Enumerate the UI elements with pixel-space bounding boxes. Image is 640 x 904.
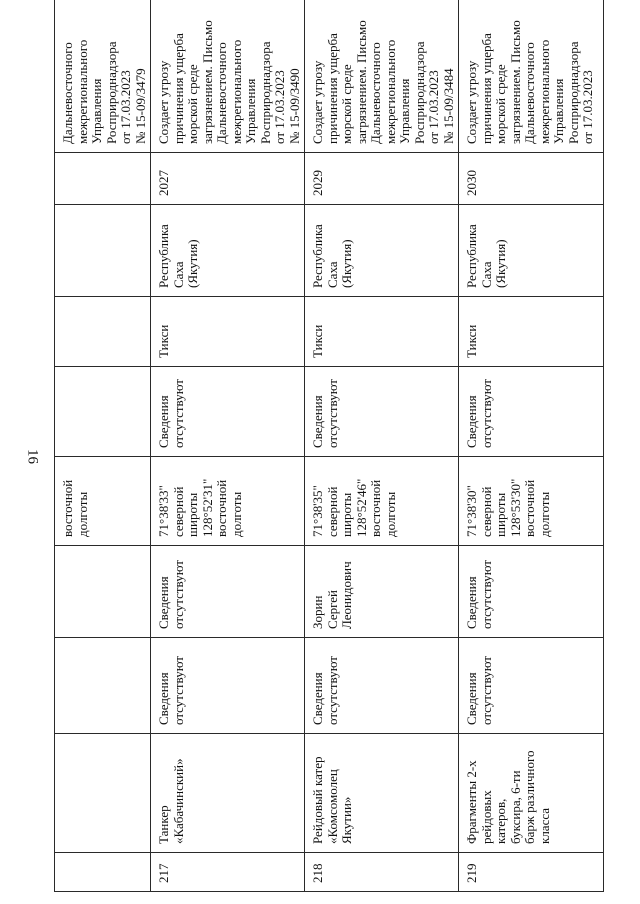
cell-col3: Сведения отсутствуют xyxy=(459,638,604,734)
cell-year: 2030 xyxy=(459,153,604,205)
cell-owner: Сведения отсутствуют xyxy=(151,546,305,638)
cell-num xyxy=(55,853,151,892)
cell-locality: Тикси xyxy=(151,297,305,367)
cell-coordinates: 71°38'35" северной широты 128°52'46" восточной долготы xyxy=(305,457,459,546)
cell-col3 xyxy=(55,638,151,734)
cell-year xyxy=(55,153,151,205)
cell-region: Республика Саха (Якутия) xyxy=(151,205,305,297)
cell-note: Создает угрозу причинения ущерба морской среде загрязнением. Письмо Дальневосточного межрегионального Управления Росприроднадзора от 17.03.2023 № 15-09/3490 xyxy=(151,0,305,153)
rotated-table-container xyxy=(54,20,600,892)
cell-name: Рейдовый катер «Комсомолец Якутии» xyxy=(305,734,459,853)
table-row xyxy=(151,0,305,892)
cell-col6: Сведения отсутствуют xyxy=(151,367,305,457)
cell-col6: Сведения отсутствуют xyxy=(459,367,604,457)
cell-locality: Тикси xyxy=(459,297,604,367)
cell-year: 2029 xyxy=(305,153,459,205)
cell-year: 2027 xyxy=(151,153,305,205)
cell-col3: Сведения отсутствуют xyxy=(305,638,459,734)
cell-num: 219 xyxy=(459,853,604,892)
cell-coordinates: восточной долготы xyxy=(55,457,151,546)
cell-note: Дальневосточного межрегионального Управления Росприроднадзора от 17.03.2023 № 15-09/3479 xyxy=(55,0,151,153)
table-row-continuation xyxy=(55,0,151,892)
cell-owner xyxy=(55,546,151,638)
cell-name xyxy=(55,734,151,853)
table-row xyxy=(459,0,604,892)
cell-owner: Сведения отсутствуют xyxy=(459,546,604,638)
page-number: 16 xyxy=(24,449,41,464)
cell-region xyxy=(55,205,151,297)
registry-table xyxy=(54,0,604,892)
cell-name: Танкер «Кабачинский» xyxy=(151,734,305,853)
cell-owner: Зорин Сергей Леонидович xyxy=(305,546,459,638)
cell-col6 xyxy=(55,367,151,457)
cell-col6: Сведения отсутствуют xyxy=(305,367,459,457)
cell-note: Создает угрозу причинения ущерба морской среде загрязнением. Письмо Дальневосточного межрегионального Управления Росприроднадзора от 17.03.2023 № 15-09/3484 xyxy=(305,0,459,153)
cell-col3: Сведения отсутствуют xyxy=(151,638,305,734)
table-row xyxy=(305,0,459,892)
cell-coordinates: 71°38'33" северной широты 128°52'31" восточной долготы xyxy=(151,457,305,546)
cell-coordinates: 71°38'30" северной широты 128°53'30" восточной долготы xyxy=(459,457,604,546)
cell-region: Республика Саха (Якутия) xyxy=(459,205,604,297)
cell-num: 217 xyxy=(151,853,305,892)
cell-note: Создает угрозу причинения ущерба морской среде загрязнением. Письмо Дальневосточного межрегионального Управления Росприроднадзора от 17.03.2023 xyxy=(459,0,604,153)
cell-num: 218 xyxy=(305,853,459,892)
cell-name: Фрагменты 2-х рейдовых катеров, буксира, 6-ти барж различного класса xyxy=(459,734,604,853)
cell-locality xyxy=(55,297,151,367)
cell-region: Республика Саха (Якутия) xyxy=(305,205,459,297)
cell-locality: Тикси xyxy=(305,297,459,367)
